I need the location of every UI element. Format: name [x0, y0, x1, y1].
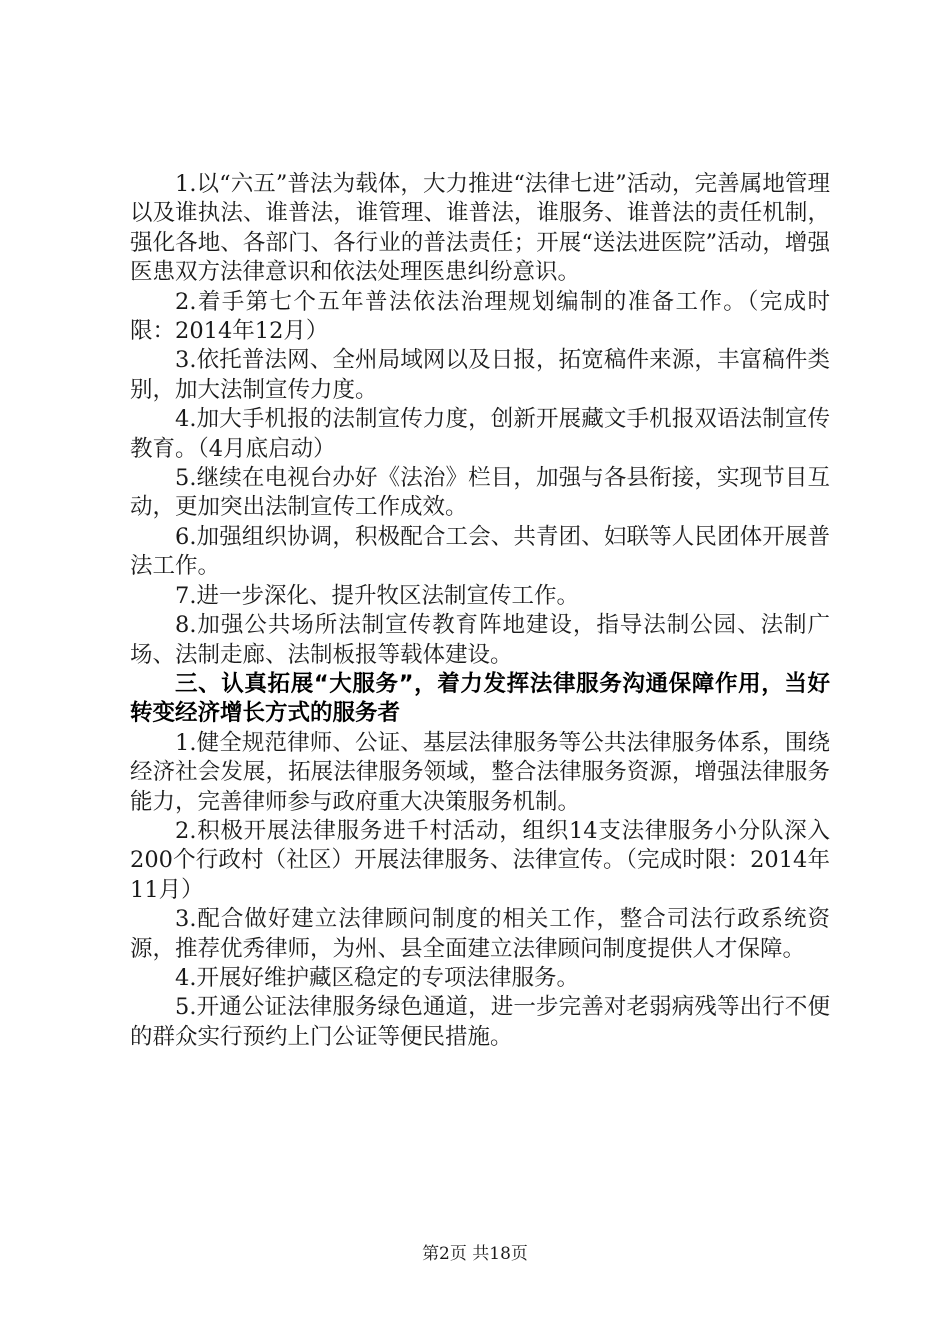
- paragraph-2: 2.着手第七个五年普法依法治理规划编制的准备工作。（完成时限：2014年12月）: [130, 288, 830, 345]
- section-paragraph-5: 5.开通公证法律服务绿色通道，进一步完善对老弱病残等出行不便的群众实行预约上门公证等便民措施。: [130, 994, 830, 1050]
- document-body: [130, 170, 830, 1052]
- page-footer: [0, 1243, 950, 1265]
- paragraph-7: 7.进一步深化、提升牧区法制宣传工作。: [175, 582, 579, 609]
- section-paragraph-3: 3.配合做好建立法律顾问制度的相关工作，整合司法行政系统资源，推荐优秀律师，为州、县全面建立法律顾问制度提供人才保障。: [130, 906, 830, 962]
- paragraph-3: 3.依托普法网、全州局域网以及日报，拓宽稿件来源，丰富稿件类别，加大法制宣传力度。: [130, 347, 830, 403]
- section-heading: 三、认真拓展“大服务”，着力发挥法律服务沟通保障作用，当好转变经济增长方式的服务者: [130, 670, 830, 727]
- paragraph-8: 8.加强公共场所法制宣传教育阵地建设，指导法制公园、法制广场、法制走廊、法制板报等载体建设。: [130, 612, 830, 668]
- paragraph-1: 1.以“六五”普法为载体，大力推进“法律七进”活动，完善属地管理以及谁执法、谁普法，谁管理、谁普法，谁服务、谁普法的责任机制，强化各地、各部门、各行业的普法责任；开展“送法进医院”活动，增强医患双方法律意识和依法处理医患纠纷意识。: [130, 171, 830, 286]
- paragraph-4: 4.加大手机报的法制宣传力度，创新开展藏文手机报双语法制宣传教育。（4月底启动）: [130, 406, 830, 462]
- page-number-label: 第2页 共18页: [422, 1244, 528, 1264]
- section-paragraph-2: 2.积极开展法律服务进千村活动，组织14支法律服务小分队深入200个行政村（社区）开展法律服务、法律宣传。（完成时限：2014年11月）: [130, 817, 830, 903]
- paragraph-6: 6.加强组织协调，积极配合工会、共青团、妇联等人民团体开展普法工作。: [130, 523, 830, 580]
- section-paragraph-1: 1.健全规范律师、公证、基层法律服务等公共法律服务体系，围绕经济社会发展，拓展法律服务领域，整合法律服务资源，增强法律服务能力，完善律师参与政府重大决策服务机制。: [130, 729, 830, 815]
- section-paragraph-4: 4.开展好维护藏区稳定的专项法律服务。: [175, 964, 579, 991]
- paragraph-5: 5.继续在电视台办好《法治》栏目，加强与各县衔接，实现节目互动，更加突出法制宣传工作成效。: [130, 465, 830, 521]
